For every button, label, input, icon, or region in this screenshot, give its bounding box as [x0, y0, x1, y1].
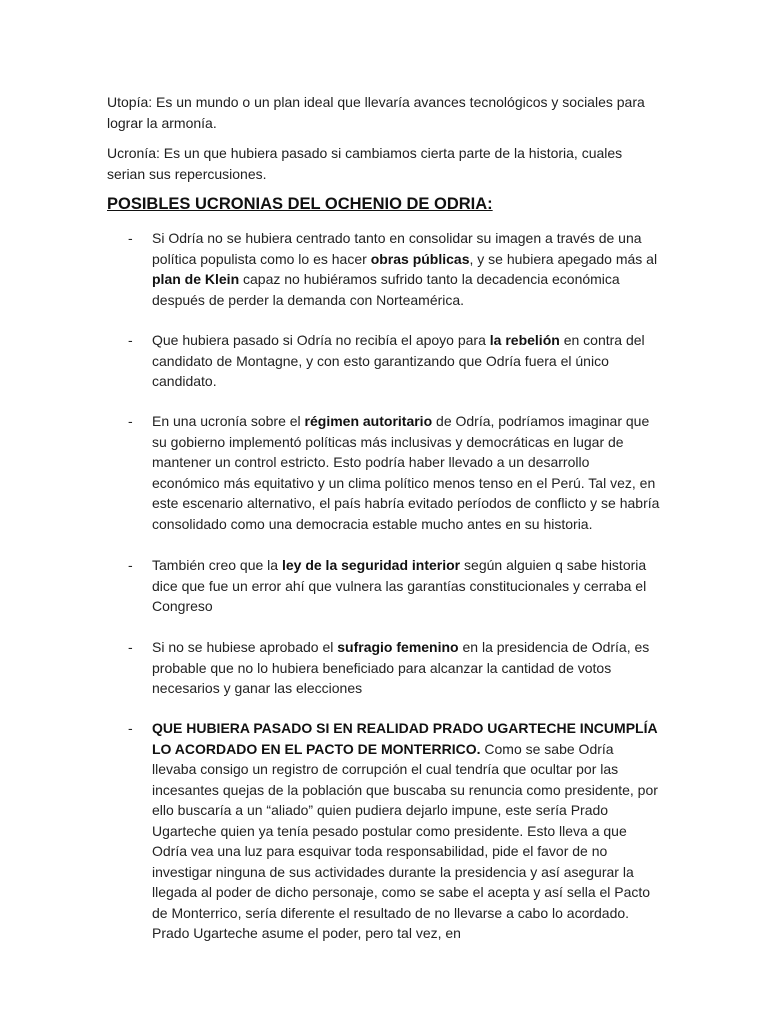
emphasis: sufragio femenino — [337, 639, 459, 655]
list-item-text: Que hubiera pasado si Odría no recibía el apoyo para la rebelión en contra del candidato de Montagne, y con esto garantizando que Odría fuera el único candidato. — [152, 332, 645, 389]
definition-ucronia: Ucronía: Es un que hubiera pasado si cambiamos cierta parte de la historia, cuales serian sus repercusiones. — [107, 145, 623, 182]
emphasis: plan de Klein — [152, 271, 240, 287]
emphasis: QUE HUBIERA PASADO SI EN REALIDAD PRADO UGARTECHE INCUMPLÍA LO ACORDADO EN EL PACTO DE MONTERRICO. — [152, 720, 658, 757]
section-heading: POSIBLES UCRONIAS DEL OCHENIO DE ODRIA: — [107, 195, 493, 213]
list-item-text: Si Odría no se hubiera centrado tanto en consolidar su imagen a través de una política populista como lo es hacer obras públicas, y se hubiera apegado más al plan de Klein capaz no hubiéramos sufrido tanto la decadencia económica después de perder la demanda con Norteamérica. — [152, 230, 658, 308]
list-item-text: También creo que la ley de la seguridad interior según alguien q sabe historia dice que fue un error ahí que vulnera las garantías constitucionales y cerraba el Congreso — [152, 557, 647, 614]
list-item-text: En una ucronía sobre el régimen autoritario de Odría, podríamos imaginar que su gobierno implementó políticas más inclusivas y democráticas en lugar de mantener un control estricto. Esto podría haber llevado a un desarrollo económico más equitativo y un clima político menos tenso en el Perú. Tal vez, en este escenario alternativo, el país habría evitado períodos de conflicto y se habría consolidado como una democracia estable mucho antes en su historia. — [152, 413, 660, 532]
bullet-marker: - — [128, 557, 133, 573]
emphasis: obras públicas — [370, 250, 470, 267]
emphasis: ley de la seguridad interior — [281, 557, 461, 573]
definition-utopia: Utopía: Es un mundo o un plan ideal que llevaría avances tecnológicos y sociales para lograr la armonía. — [107, 94, 645, 131]
bullet-marker: - — [128, 639, 133, 655]
bullet-marker: - — [128, 413, 133, 429]
bullet-marker: - — [128, 720, 133, 736]
list-item-text: Si no se hubiese aprobado el sufragio femenino en la presidencia de Odría, es probable que no lo hubiera beneficiado para alcanzar la cantidad de votos necesarios y ganar las elecciones — [152, 639, 650, 696]
emphasis: la rebelión — [489, 332, 560, 348]
emphasis: régimen autoritario — [304, 413, 433, 429]
bullet-marker: - — [128, 332, 133, 348]
list-item-text: QUE HUBIERA PASADO SI EN REALIDAD PRADO UGARTECHE INCUMPLÍA LO ACORDADO EN EL PACTO DE MONTERRICO. Como se sabe Odría llevaba consigo un registro de corrupción el cual tendría que ocultar por las incesantes quejas de la población que buscaba su renuncia como presidente, por ello buscaría a un “aliado” quien pudiera dejarlo impune, este sería Prado Ugarteche quien ya tenía pesado postular como presidente. Esto lleva a que Odría vea una luz para esquivar toda responsabilidad, pide el favor de no investigar ninguna de sus actividades durante la presidencia y así asegurar la llegada al poder de dicho personaje, como se sabe el acepta y así sella el Pacto de Monterrico, sería diferente el resultado de no llevarse a cabo lo acordado. Prado Ugarteche asume el poder, pero tal vez, en — [152, 720, 658, 941]
bullet-marker: - — [128, 230, 133, 246]
